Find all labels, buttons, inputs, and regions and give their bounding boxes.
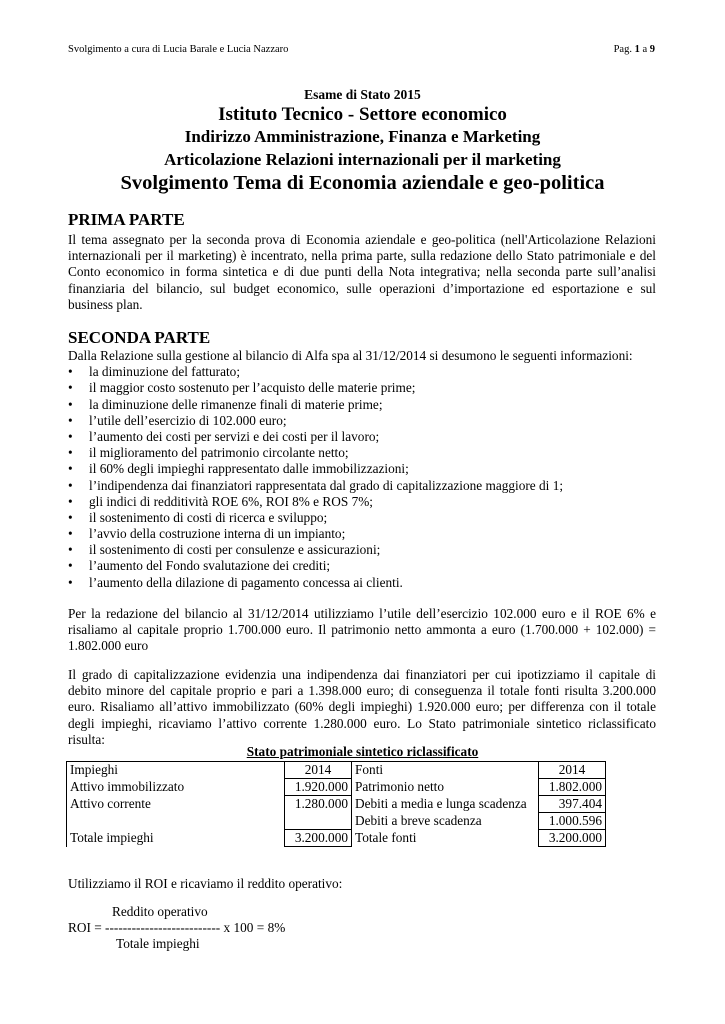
header-year-right: 2014 (539, 762, 606, 779)
text-line: Il grado di capitalizzazione evidenzia una indipendenza dai finanziatori per cui ipotizziamo il capitale di (68, 667, 656, 682)
articulation-title: Articolazione Relazioni internazionali per il marketing (164, 150, 561, 169)
text-line: finanziaria del bilancio, sul budget economico, sulle operazioni d’importazione ed esportazione e sul (68, 280, 656, 296)
seconda-parte-text (68, 348, 656, 591)
text-line: Conto economico in forma sintetica e di due punti della Nota integrativa; nella seconda parte sull’analisi (68, 264, 656, 280)
list-item: • l’aumento dei costi per servizi e dei costi per il lavoro; (68, 429, 656, 445)
paragraph-patrimonio (68, 606, 656, 655)
list-item: • il maggior costo sostenuto per l’acquisto delle materie prime; (68, 380, 656, 396)
total-impieghi-value: 3.200.000 (285, 830, 352, 847)
table-header-row (67, 762, 606, 779)
exam-title: Esame di Stato 2015 (304, 87, 421, 102)
header-fonti: Fonti (352, 762, 539, 779)
roi-formula: ROI = -------------------------- x 100 = 8% (68, 920, 286, 935)
list-item: • la diminuzione delle rimanenze finali di materie prime; (68, 397, 656, 413)
institute-title: Istituto Tecnico - Settore economico (218, 104, 507, 125)
table-total-row (67, 830, 606, 847)
table-row: Attivo corrente 1.280.000 Debiti a media e lunga scadenza 397.404 (67, 796, 606, 813)
list-item: • l’aumento del Fondo svalutazione dei crediti; (68, 558, 656, 574)
roi-intro: Utilizziamo il ROI e ricaviamo il reddito operativo: (68, 876, 343, 891)
main-title: Svolgimento Tema di Economia aziendale e geo-politica (120, 172, 605, 194)
list-item: • l’indipendenza dai finanziatori rappresentata dal grado di capitalizzazione maggiore di 1; (68, 478, 656, 494)
text-line: Per la redazione del bilancio al 31/12/2014 utilizziamo l’utile dell’esercizio 102.000 euro e il ROE 6% e (68, 606, 656, 621)
list-item: • l’utile dell’esercizio di 102.000 euro; (68, 413, 656, 429)
list-item: • il sostenimento di costi per consulenze e assicurazioni; (68, 542, 656, 558)
paragraph-capitalizzazione (68, 667, 656, 748)
text-line: internazionali per il marketing) è incentrato, nella prima parte, sulla redazione dello Stato patrimoniale e del (68, 248, 656, 264)
balance-sheet-table (66, 761, 606, 847)
text-line: degli impieghi, ricaviamo l’attivo corrente 1.280.000 euro. Lo Stato patrimoniale sintetico riclassificato (68, 715, 656, 731)
intro-line: Dalla Relazione sulla gestione al bilancio di Alfa spa al 31/12/2014 si desumono le seguenti informazioni: (68, 348, 633, 363)
roi-denominator: Totale impieghi (116, 936, 200, 951)
roi-numerator: Reddito operativo (112, 904, 208, 919)
text-line: business plan. (68, 296, 143, 312)
prima-parte-text (68, 232, 656, 313)
running-header-authors: Svolgimento a cura di Lucia Barale e Lucia Nazzaro (68, 44, 289, 55)
address-title: Indirizzo Amministrazione, Finanza e Marketing (184, 127, 541, 146)
total-fonti-value: 3.200.000 (539, 830, 606, 847)
list-item: • l’aumento della dilazione di pagamento concessa ai clienti. (68, 575, 656, 591)
table-title: Stato patrimoniale sintetico riclassificato (246, 744, 479, 759)
list-item: • il sostenimento di costi di ricerca e sviluppo; (68, 510, 656, 526)
list-item: • il 60% degli impieghi rappresentato dalle immobilizzazioni; (68, 461, 656, 477)
table-row: Attivo immobilizzato 1.920.000 Patrimonio netto 1.802.000 (67, 779, 606, 796)
text-line: debito minore del capitale proprio e pari a 1.398.000 euro; di conseguenza il totale fonti risulta 3.200.000 (68, 683, 656, 699)
list-item: • l’avvio della costruzione interna di un impianto; (68, 526, 656, 542)
list-item: • la diminuzione del fatturato; (68, 364, 656, 380)
total-impieghi-label: Totale impieghi (67, 830, 285, 847)
list-item: • il miglioramento del patrimonio circolante netto; (68, 445, 656, 461)
header-year-left: 2014 (285, 762, 352, 779)
prima-parte-heading: PRIMA PARTE (68, 210, 185, 229)
info-list (68, 364, 656, 591)
page-number: Pag. 1 a 9 (613, 44, 655, 55)
text-line: 1.802.000 euro (68, 638, 149, 654)
text-line: risaliamo al capitale proprio 1.700.000 euro. Il patrimonio netto ammonta a euro (1.700.000 + 102.000) = (68, 622, 656, 638)
seconda-parte-heading: SECONDA PARTE (68, 328, 211, 347)
total-fonti-label: Totale fonti (352, 830, 539, 847)
table-row: Debiti a breve scadenza 1.000.596 (67, 813, 606, 830)
header-impieghi: Impieghi (67, 762, 285, 779)
text-line: risulta: (68, 731, 105, 747)
list-item: • gli indici di redditività ROE 6%, ROI 8% e ROS 7%; (68, 494, 656, 510)
text-line: Il tema assegnato per la seconda prova di Economia aziendale e geo-politica (nell'Articolazione Relazioni (68, 232, 656, 247)
text-line: euro. Risaliamo all’attivo immobilizzato (60% degli impieghi) 1.920.000 euro; per differenza con il totale (68, 699, 656, 715)
